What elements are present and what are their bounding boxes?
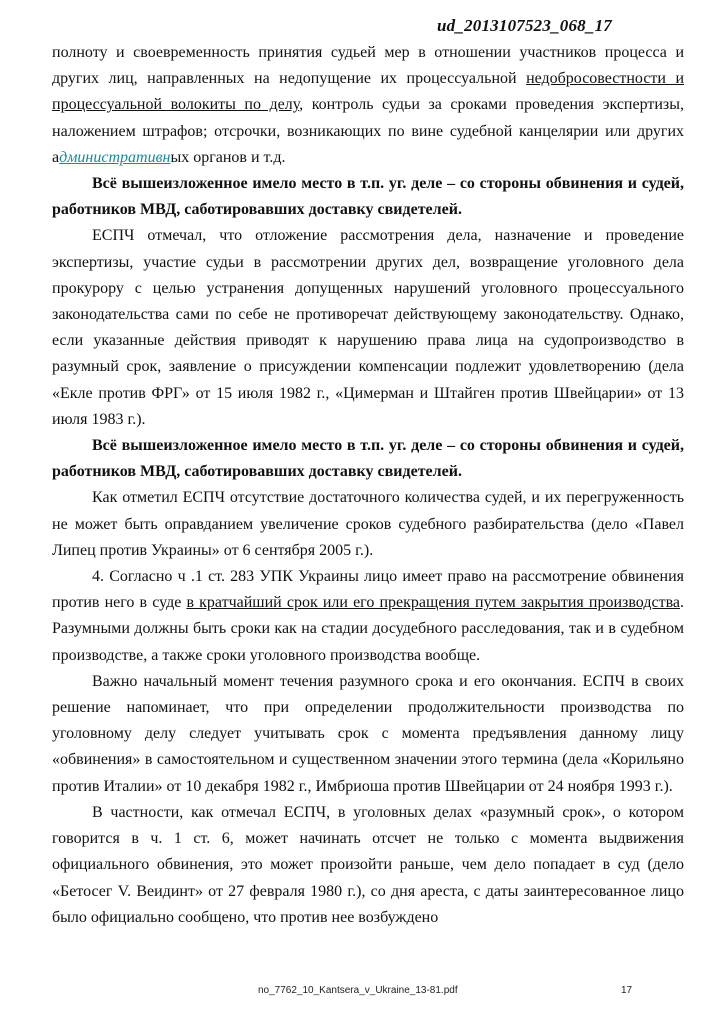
paragraph-1-text-c: , контроль судьи за сроками проведения экспертизы, наложением штрафов; отсрочки, возникающих по вине судебной канцелярии или других а bbox=[52, 96, 684, 166]
underlined-phrase: недобросовестности и процессуальной волокиты по делу bbox=[52, 70, 685, 114]
underlined-phrase-2: в кратчайший срок или его прекращения путем закрытия производства bbox=[186, 594, 681, 612]
highlighted-fragment: дминистративн bbox=[59, 148, 171, 166]
paragraph-2-bold: Всё вышеизложенное имело место в т.п. уг. деле – со стороны обвинения и судей, работников МВД, саботировавших доставку свидетелей. bbox=[52, 175, 684, 219]
paragraph-6-text-a: 4. Согласно ч .1 ст. 283 УПК Украины лицо имеет право на рассмотрение обвинения против него в суде bbox=[52, 568, 684, 612]
paragraph-7: Важно начальный момент течения разумного срока и его окончания. ЕСПЧ в своих решение напоминает, что при определении продолжительности производства по уголовному делу следует учитывать срок с момента предъявления данному лицу «обвинения» в самостоятельном и существенном значении этого термина (дела «Корильяно против Италии» от 10 декабря 1982 г., Имбриоша против Швейцарии от 24 ноября 1993 г.). bbox=[52, 672, 684, 795]
paragraph-3: ЕСПЧ отмечал, что отложение рассмотрения дела, назначение и проведение экспертизы, участие судьи в рассмотрении других дел, возвращение уголовного дела прокурору с целью устранения допущенных нарушений уголовного процессуального законодательства сами по себе не противоречат действующему законодательству. Однако, если указанные действия приводят к нарушению права лица на судопроизводство в разумный срок, заявление о присуждении компенсации подлежит удовлетворению (дела «Екле против ФРГ» от 15 июля 1982 г., «Цимерман и Штайген против Швейцарии» от 13 июля 1983 г.). bbox=[52, 227, 684, 428]
paragraph-1-text-a: полноту и своевременность принятия судьей мер в отношении участников процесса и других лиц, направленных на недопущение их процессуальной bbox=[52, 44, 684, 88]
document-id-header: ud_2013107523_068_17 bbox=[437, 16, 612, 35]
footer-page-number: 17 bbox=[621, 985, 633, 996]
paragraph-6-text-c: . Разумными должны быть сроки как на стадии досудебного расследования, так и в судебном производстве, а также сроки уголовного производства вообще. bbox=[52, 594, 685, 664]
paragraph-1-text-e: ых органов и т.д. bbox=[170, 148, 286, 166]
paragraph-5: Как отметил ЕСПЧ отсутствие достаточного количества судей, и их перегруженность не может быть оправданием увеличение сроков судебного разбирательства (дело «Павел Липец против Украины» от 6 сентября 2005 г.). bbox=[52, 489, 684, 559]
paragraph-8: В частности, как отмечал ЕСПЧ, в уголовных делах «разумный срок», о котором говорится в ч. 1 ст. 6, может начинать отсчет не только с момента выдвижения официального обвинения, это может произойти раньше, чем дело попадает в суд (дело «Бетосег V. Веидинт» от 27 февраля 1980 г.), со дня ареста, с даты заинтересованное лицо было официально сообщено, что против нее возбуждено bbox=[52, 803, 684, 926]
footer-filename: no_7762_10_Kantsera_v_Ukraine_13-81.pdf bbox=[258, 985, 458, 996]
paragraph-6 bbox=[52, 564, 684, 669]
paragraph-4-bold: Всё вышеизложенное имело место в т.п. уг. деле – со стороны обвинения и судей, работников МВД, саботировавших доставку свидетелей. bbox=[52, 437, 684, 481]
document-body bbox=[52, 40, 684, 931]
paragraph-1 bbox=[52, 40, 684, 171]
